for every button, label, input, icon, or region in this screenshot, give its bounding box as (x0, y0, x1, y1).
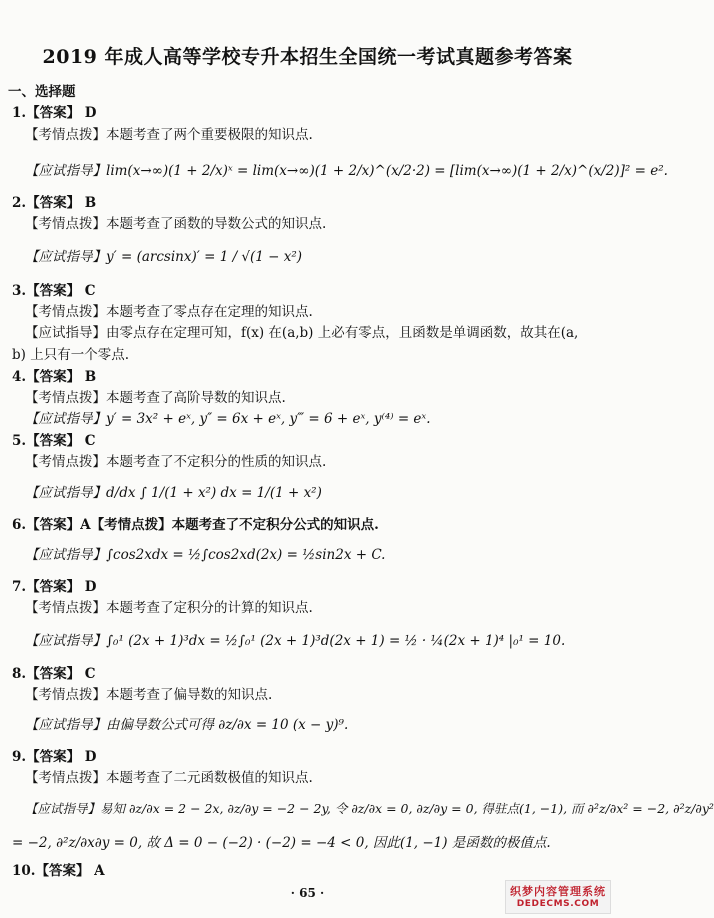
watermark-url: DEDECMS.COM (516, 899, 600, 909)
analysis-line: 【考情点拨】本题考查了两个重要极限的知识点. (25, 127, 313, 143)
answer-line: 1.【答案】 D (12, 105, 97, 121)
analysis-line: 【考情点拨】本题考查了零点存在定理的知识点. (25, 304, 313, 320)
guidance-line: 【应试指导】由偏导数公式可得 ∂z/∂x = 10 (x − y)⁹. (25, 717, 349, 733)
answer-line: 9.【答案】 D (12, 749, 97, 765)
page-title: 2019 年成人高等学校专升本招生全国统一考试真题参考答案 (42, 46, 573, 68)
watermark-text: 织梦内容管理系统 (510, 885, 606, 898)
guidance-line-continued: = −2, ∂²z/∂x∂y = 0, 故 Δ = 0 − (−2) · (−2) = −4 < 0, 因此(1, −1) 是函数的极值点. (12, 835, 551, 851)
answer-line: 10.【答案】 A (12, 863, 105, 879)
analysis-line: 【考情点拨】本题考查了高阶导数的知识点. (25, 390, 286, 406)
watermark-logo (505, 880, 611, 914)
answer-line: 4.【答案】 B (12, 369, 97, 385)
answer-line: 2.【答案】 B (12, 195, 97, 211)
guidance-line: 【应试指导】d/dx ∫ 1/(1 + x²) dx = 1/(1 + x²) (25, 485, 322, 501)
guidance-line: 【应试指导】由零点存在定理可知，f(x) 在(a,b) 上必有零点，且函数是单调函数，故其在(a, (25, 325, 579, 341)
guidance-line: 【应试指导】∫₀¹ (2x + 1)³dx = ½∫₀¹ (2x + 1)³d(2x + 1) = ½ · ¼(2x + 1)⁴ |₀¹ = 10. (25, 633, 566, 649)
guidance-line: 【应试指导】∫cos2xdx = ½∫cos2xd(2x) = ½sin2x + C. (25, 547, 386, 563)
answer-line: 5.【答案】 C (12, 433, 96, 449)
section-heading: 一、选择题 (8, 84, 76, 100)
analysis-line: 【考情点拨】本题考查了偏导数的知识点. (25, 687, 273, 703)
guidance-line: 【应试指导】易知 ∂z/∂x = 2 − 2x, ∂z/∂y = −2 − 2y, 令 ∂z/∂x = 0, ∂z/∂y = 0, 得驻点(1, −1), 而 ∂²z/∂x² = −2, ∂²z/∂y² (25, 801, 714, 816)
guidance-line: 【应试指导】y′ = (arcsinx)′ = 1 / √(1 − x²) (25, 249, 303, 265)
page-number: · 65 · (290, 886, 325, 900)
analysis-line: 【考情点拨】本题考查了定积分的计算的知识点. (25, 600, 313, 616)
answer-line: 7.【答案】 D (12, 579, 97, 595)
answer-line: 3.【答案】 C (12, 283, 96, 299)
answer-line: 8.【答案】 C (12, 666, 96, 682)
guidance-line: 【应试指导】lim(x→∞)(1 + 2/x)ˣ = lim(x→∞)(1 + 2/x)^(x/2·2) = [lim(x→∞)(1 + 2/x)^(x/2)]² = e². (25, 163, 668, 179)
analysis-line: 【考情点拨】本题考查了二元函数极值的知识点. (25, 770, 313, 786)
analysis-line: 【考情点拨】本题考查了函数的导数公式的知识点. (25, 216, 327, 232)
guidance-line: 【应试指导】y′ = 3x² + eˣ, y″ = 6x + eˣ, y‴ = 6 + eˣ, y⁽⁴⁾ = eˣ. (25, 411, 431, 427)
answer-line: 6.【答案】A【考情点拨】本题考查了不定积分公式的知识点. (12, 517, 379, 533)
guidance-line-continued: b) 上只有一个零点. (12, 347, 129, 363)
analysis-line: 【考情点拨】本题考查了不定积分的性质的知识点. (25, 454, 327, 470)
